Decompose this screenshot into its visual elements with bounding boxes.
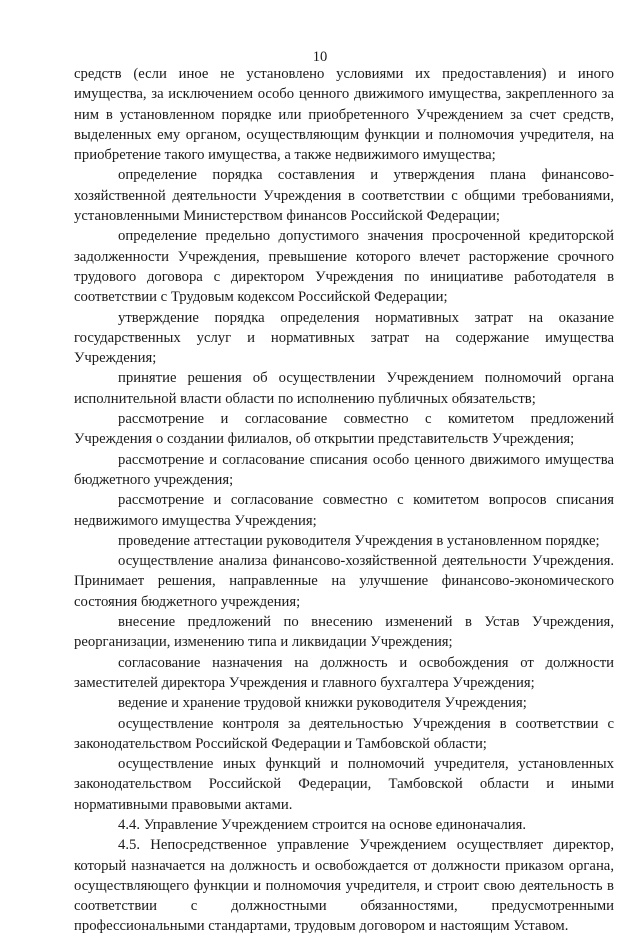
page-number: 10 — [312, 49, 328, 65]
paragraph: согласование назначения на должность и освобождения от должности заместителей директора Учреждения и главного бухгалтера Учреждения; — [74, 654, 614, 691]
paragraph: средств (если иное не установлено условиями их предоставления) и иного имущества, за исключением особо ценного движимого имущества, закрепленного за ним в установленном порядке или приобретенного Учреждением за счет средств, выделенных ему органом, осуществляющим функции и полномочия учредителя, на приобретение такого имущества, а также недвижимого имущества; — [74, 66, 614, 164]
document-body — [74, 64, 614, 937]
section-paragraph: 4.4. Управление Учреждением строится на основе единоначалия. — [118, 816, 527, 833]
paragraph: рассмотрение и согласование списания особо ценного движимого имущества бюджетного учреждения; — [74, 451, 614, 488]
section-paragraph: 4.5. Непосредственное управление Учреждением осуществляет директор, который назначается на должность и освобождается от должности приказом органа, осуществляющего функции и полномочия учредителя, и строит свою деятельность в соответствии с должностными обязанностями, предусмотренными профессиональными стандартами, трудовым договором и настоящим Уставом. — [74, 837, 614, 935]
paragraph: осуществление иных функций и полномочий учредителя, установленных законодательством Российской Федерации, Тамбовской области и иными нормативными правовыми актами. — [74, 756, 614, 813]
paragraph: осуществление контроля за деятельностью Учреждения в соответствии с законодательством Российской Федерации и Тамбовской области; — [74, 715, 614, 752]
paragraph: осуществление анализа финансово-хозяйственной деятельности Учреждения. Принимает решения, направленные на улучшение финансово-экономического состояния бюджетного учреждения; — [74, 553, 614, 610]
paragraph: ведение и хранение трудовой книжки руководителя Учреждения; — [118, 695, 527, 712]
paragraph: внесение предложений по внесению изменений в Устав Учреждения, реорганизации, изменению типа и ликвидации Учреждения; — [74, 614, 614, 651]
paragraph: определение предельно допустимого значения просроченной кредиторской задолженности Учреждения, превышение которого влечет расторжение срочного трудового договора с директором Учреждения по инициативе работодателя в соответствии с Трудовым кодексом Российской Федерации; — [74, 228, 614, 306]
paragraph: принятие решения об осуществлении Учреждением полномочий органа исполнительной власти области по исполнению публичных обязательств; — [74, 370, 614, 407]
paragraph: утверждение порядка определения нормативных затрат на оказание государственных услуг и нормативных затрат на содержание имущества Учреждения; — [74, 309, 614, 367]
paragraph: рассмотрение и согласование совместно с комитетом предложений Учреждения о создании филиалов, об открытии представительств Учреждения; — [74, 411, 614, 448]
paragraph: определение порядка составления и утверждения плана финансово-хозяйственной деятельности Учреждения в соответствии с общими требованиями, установленными Министерством финансов Российской Федерации; — [74, 167, 614, 225]
paragraph: рассмотрение и согласование совместно с комитетом вопросов списания недвижимого имущества Учреждения; — [74, 492, 614, 529]
paragraph: проведение аттестации руководителя Учреждения в установленном порядке; — [118, 532, 600, 549]
